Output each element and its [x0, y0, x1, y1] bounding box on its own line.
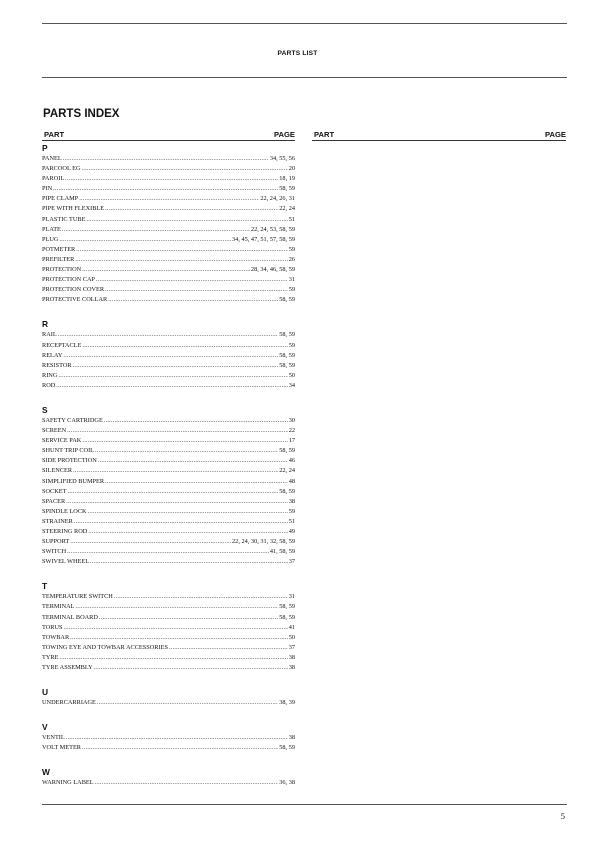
- section-letter: U: [42, 687, 49, 698]
- page-refs: 36, 38: [279, 779, 295, 787]
- part-name: SPINDLE LOCK: [42, 507, 87, 515]
- index-title: PARTS INDEX: [43, 108, 120, 120]
- dot-leader: [108, 295, 278, 305]
- part-name: VOLT METER: [42, 744, 82, 752]
- dot-leader: [70, 537, 231, 547]
- dot-leader: [70, 633, 288, 643]
- page-refs: 22, 24: [279, 467, 295, 475]
- part-name: TERMINAL BOARD: [42, 613, 98, 621]
- part-name: STEERING ROD: [42, 528, 88, 535]
- left-page-heading: PAGE: [274, 130, 295, 139]
- part-name: PIPE CLAMP: [42, 195, 79, 203]
- dot-leader: [82, 164, 288, 174]
- page-refs: 22, 24, 53, 58, 59: [250, 225, 295, 233]
- dot-leader: [97, 698, 278, 708]
- index-entry: [42, 613, 295, 623]
- index-section-u: [42, 687, 295, 708]
- index-entry: [42, 663, 295, 673]
- dot-leader: [98, 456, 288, 466]
- index-entry: [42, 743, 295, 753]
- page-refs: 58, 59: [279, 361, 295, 369]
- index-entry: [42, 557, 295, 567]
- page-refs: 58, 59: [279, 603, 295, 611]
- part-name: TYRE ASSEMBLY: [42, 664, 93, 672]
- part-name: SCREEN: [42, 427, 67, 435]
- dot-leader: [62, 225, 250, 235]
- dot-leader: [66, 733, 288, 743]
- index-entry: [42, 733, 295, 743]
- page-refs: 37: [288, 643, 295, 651]
- page-refs: 58, 59: [279, 331, 295, 339]
- page-refs: 50: [288, 371, 295, 379]
- part-name: PIPE WITH FLEXIBLE: [42, 205, 105, 213]
- header-top-rule: [42, 23, 567, 24]
- page-refs: 17: [288, 437, 295, 445]
- index-entry: [42, 507, 295, 517]
- index-entry: [42, 381, 295, 391]
- part-name: PROTECTION COVER: [42, 286, 105, 294]
- part-name: SUPPORT: [42, 538, 70, 546]
- page-refs: 41: [288, 623, 295, 631]
- index-entry: [42, 225, 295, 235]
- index-entry: [42, 174, 295, 184]
- dot-leader: [105, 204, 278, 214]
- page-refs: 38: [288, 734, 295, 742]
- part-name: RING: [42, 371, 58, 379]
- index-entry: [42, 255, 295, 265]
- index-entry: [42, 436, 295, 446]
- part-name: PIN: [42, 185, 53, 193]
- page-refs: 34: [288, 381, 295, 389]
- part-name: TYRE: [42, 653, 59, 661]
- part-name: SAFETY CARTRIDGE: [42, 416, 103, 424]
- dot-leader: [58, 371, 287, 381]
- dot-leader: [88, 527, 287, 537]
- page-refs: 20: [288, 165, 295, 173]
- index-entry: [42, 194, 295, 204]
- dot-leader: [82, 341, 287, 351]
- index-entry: [42, 341, 295, 351]
- dot-leader: [86, 215, 287, 225]
- page-refs: 51: [288, 517, 295, 525]
- parts-index-list: [42, 143, 295, 803]
- right-column-header: [312, 130, 566, 140]
- page-refs: 37: [288, 558, 295, 566]
- left-part-heading: PART: [44, 130, 65, 139]
- part-name: PLASTIC TUBE: [42, 215, 86, 223]
- part-name: ROD: [42, 381, 56, 389]
- part-name: PROTECTION: [42, 266, 82, 274]
- page-refs: 58, 59: [279, 487, 295, 495]
- page-refs: 58, 59: [279, 744, 295, 752]
- dot-leader: [105, 285, 288, 295]
- index-entry: [42, 361, 295, 371]
- index-entry: [42, 602, 295, 612]
- page-refs: 46: [288, 457, 295, 465]
- index-entry: [42, 623, 295, 633]
- part-name: PROTECTION CAP: [42, 276, 96, 284]
- index-entry: [42, 537, 295, 547]
- part-name: PLUG: [42, 235, 59, 243]
- section-letter: R: [42, 319, 49, 330]
- part-name: PAROIL: [42, 175, 65, 183]
- index-entry: [42, 275, 295, 285]
- section-letter: S: [42, 404, 48, 415]
- dot-leader: [53, 184, 278, 194]
- page-refs: 58, 59: [279, 447, 295, 455]
- page-refs: 28, 34, 46, 58, 59: [250, 266, 295, 274]
- index-entry: [42, 204, 295, 214]
- index-entry: [42, 426, 295, 436]
- index-entry: [42, 295, 295, 305]
- page-number: 5: [560, 811, 565, 821]
- section-letter: P: [42, 143, 48, 153]
- index-section-s: [42, 405, 295, 567]
- index-entry: [42, 487, 295, 497]
- page-refs: 34, 55, 56: [269, 155, 295, 162]
- index-entry: [42, 547, 295, 557]
- dot-leader: [63, 351, 278, 361]
- page-refs: 38: [288, 497, 295, 505]
- dot-leader: [105, 477, 288, 487]
- page-refs: 22, 24, 26, 31: [260, 195, 295, 203]
- page-refs: 34, 45, 47, 51, 57, 58, 59: [232, 235, 295, 243]
- part-name: SWITCH: [42, 548, 67, 556]
- page-refs: 22, 24: [279, 205, 295, 213]
- page-refs: 58, 59: [279, 613, 295, 621]
- dot-leader: [114, 592, 288, 602]
- dot-leader: [90, 557, 288, 567]
- index-entry: [42, 466, 295, 476]
- part-name: TORUS: [42, 623, 63, 631]
- index-entry: [42, 698, 295, 708]
- part-name: RESISTOR: [42, 361, 72, 369]
- page-refs: 38: [288, 664, 295, 672]
- part-name: PREFILTER: [42, 255, 75, 263]
- part-name: RELAY: [42, 351, 63, 359]
- index-entry: [42, 778, 295, 788]
- page-refs: 48: [288, 477, 295, 485]
- index-entry: [42, 592, 295, 602]
- dot-leader: [68, 487, 279, 497]
- index-entry: [42, 633, 295, 643]
- dot-leader: [67, 426, 288, 436]
- dot-leader: [94, 663, 288, 673]
- index-entry: [42, 351, 295, 361]
- page-refs: 58, 59: [279, 185, 295, 193]
- dot-leader: [88, 507, 288, 517]
- footer-rule: [42, 804, 567, 805]
- index-entry: [42, 477, 295, 487]
- dot-leader: [66, 497, 287, 507]
- part-name: SOCKET: [42, 487, 67, 495]
- part-name: SILENCER: [42, 467, 73, 475]
- index-entry: [42, 245, 295, 255]
- page-refs: 59: [288, 341, 295, 349]
- page-refs: 41, 58, 59: [269, 548, 295, 556]
- part-name: WARNING LABEL: [42, 779, 94, 787]
- part-name: PARCOOL EG: [42, 165, 81, 173]
- left-header-rule: [42, 140, 295, 141]
- page-refs: 18, 19: [279, 175, 295, 183]
- part-name: TERMINAL: [42, 603, 75, 611]
- part-name: PLATE: [42, 225, 61, 233]
- index-entry: [42, 446, 295, 456]
- dot-leader: [75, 255, 287, 265]
- page-refs: 59: [288, 286, 295, 294]
- dot-leader: [63, 154, 269, 164]
- page-refs: 59: [288, 507, 295, 515]
- dot-leader: [58, 330, 279, 340]
- right-page-heading: PAGE: [545, 130, 566, 139]
- part-name: SIDE PROTECTION: [42, 457, 97, 465]
- index-entry: [42, 517, 295, 527]
- dot-leader: [76, 245, 287, 255]
- part-name: UNDERCARRIAGE: [42, 699, 96, 707]
- dot-leader: [96, 275, 288, 285]
- index-section-t: [42, 581, 295, 673]
- part-name: RECEPTACLE: [42, 341, 82, 349]
- page-refs: 38: [288, 653, 295, 661]
- index-entry: [42, 164, 295, 174]
- part-name: STRAINER: [42, 517, 73, 525]
- dot-leader: [74, 517, 288, 527]
- page-refs: 30: [288, 416, 295, 424]
- part-name: PROTECTIVE COLLAR: [42, 296, 108, 304]
- dot-leader: [65, 174, 278, 184]
- page-refs: 38, 39: [279, 699, 295, 707]
- index-entry: [42, 330, 295, 340]
- dot-leader: [169, 643, 288, 653]
- index-section-r: [42, 319, 295, 391]
- header-title: PARTS LIST: [277, 50, 318, 57]
- index-entry: [42, 416, 295, 426]
- dot-leader: [95, 446, 278, 456]
- dot-leader: [82, 265, 250, 275]
- dot-leader: [59, 653, 287, 663]
- right-part-heading: PART: [314, 130, 335, 139]
- page-refs: 26: [288, 255, 295, 263]
- index-entry: [42, 527, 295, 537]
- page-refs: 22, 24, 30, 31, 32, 58, 59: [232, 538, 295, 546]
- index-entry: [42, 643, 295, 653]
- part-name: PANEL: [42, 155, 62, 162]
- dot-leader: [64, 623, 288, 633]
- index-entry: [42, 265, 295, 275]
- right-header-rule: [312, 140, 566, 141]
- index-entry: [42, 184, 295, 194]
- part-name: POTMETER: [42, 245, 76, 253]
- dot-leader: [82, 743, 278, 753]
- dot-leader: [73, 361, 279, 371]
- left-column-header: [42, 130, 295, 140]
- part-name: TEMPERATURE SWITCH: [42, 593, 113, 601]
- index-entry: [42, 215, 295, 225]
- index-entry: [42, 456, 295, 466]
- section-letter: W: [42, 767, 50, 778]
- header-bottom-rule: [42, 77, 567, 78]
- section-letter: V: [42, 722, 48, 733]
- page-refs: 59: [288, 245, 295, 253]
- dot-leader: [59, 235, 231, 245]
- index-section-v: [42, 722, 295, 753]
- part-name: TOWBAR: [42, 633, 70, 641]
- dot-leader: [56, 381, 287, 391]
- dot-leader: [67, 547, 269, 557]
- part-name: VENTIL: [42, 734, 65, 742]
- index-entry: [42, 653, 295, 663]
- dot-leader: [73, 466, 278, 476]
- index-entry: [42, 154, 295, 164]
- index-entry: [42, 497, 295, 507]
- page-refs: 50: [288, 633, 295, 641]
- index-section-w: [42, 767, 295, 788]
- page-refs: 31: [288, 593, 295, 601]
- page-refs: 58, 59: [279, 296, 295, 304]
- part-name: SHUNT TRIP COIL: [42, 447, 95, 455]
- part-name: SPACER: [42, 497, 66, 505]
- dot-leader: [79, 194, 259, 204]
- part-name: SWIVEL WHEEL: [42, 558, 90, 566]
- index-section-p: [42, 143, 295, 305]
- page-refs: 51: [288, 215, 295, 223]
- dot-leader: [104, 416, 288, 426]
- index-entry: [42, 285, 295, 295]
- part-name: TOWING EYE AND TOWBAR ACCESSORIES: [42, 643, 168, 651]
- section-letter: T: [42, 581, 48, 592]
- part-name: RAIL: [42, 331, 57, 339]
- page-refs: 31: [288, 276, 295, 284]
- page-refs: 58, 59: [279, 351, 295, 359]
- page-refs: 22: [288, 427, 295, 435]
- dot-leader: [76, 602, 279, 612]
- part-name: SERVICE PAK: [42, 437, 82, 445]
- page-refs: 49: [288, 528, 295, 535]
- part-name: SIMPLIFIED BUMPER: [42, 477, 105, 485]
- index-entry: [42, 371, 295, 381]
- dot-leader: [95, 778, 279, 788]
- dot-leader: [82, 436, 287, 446]
- index-entry: [42, 235, 295, 245]
- dot-leader: [99, 613, 278, 623]
